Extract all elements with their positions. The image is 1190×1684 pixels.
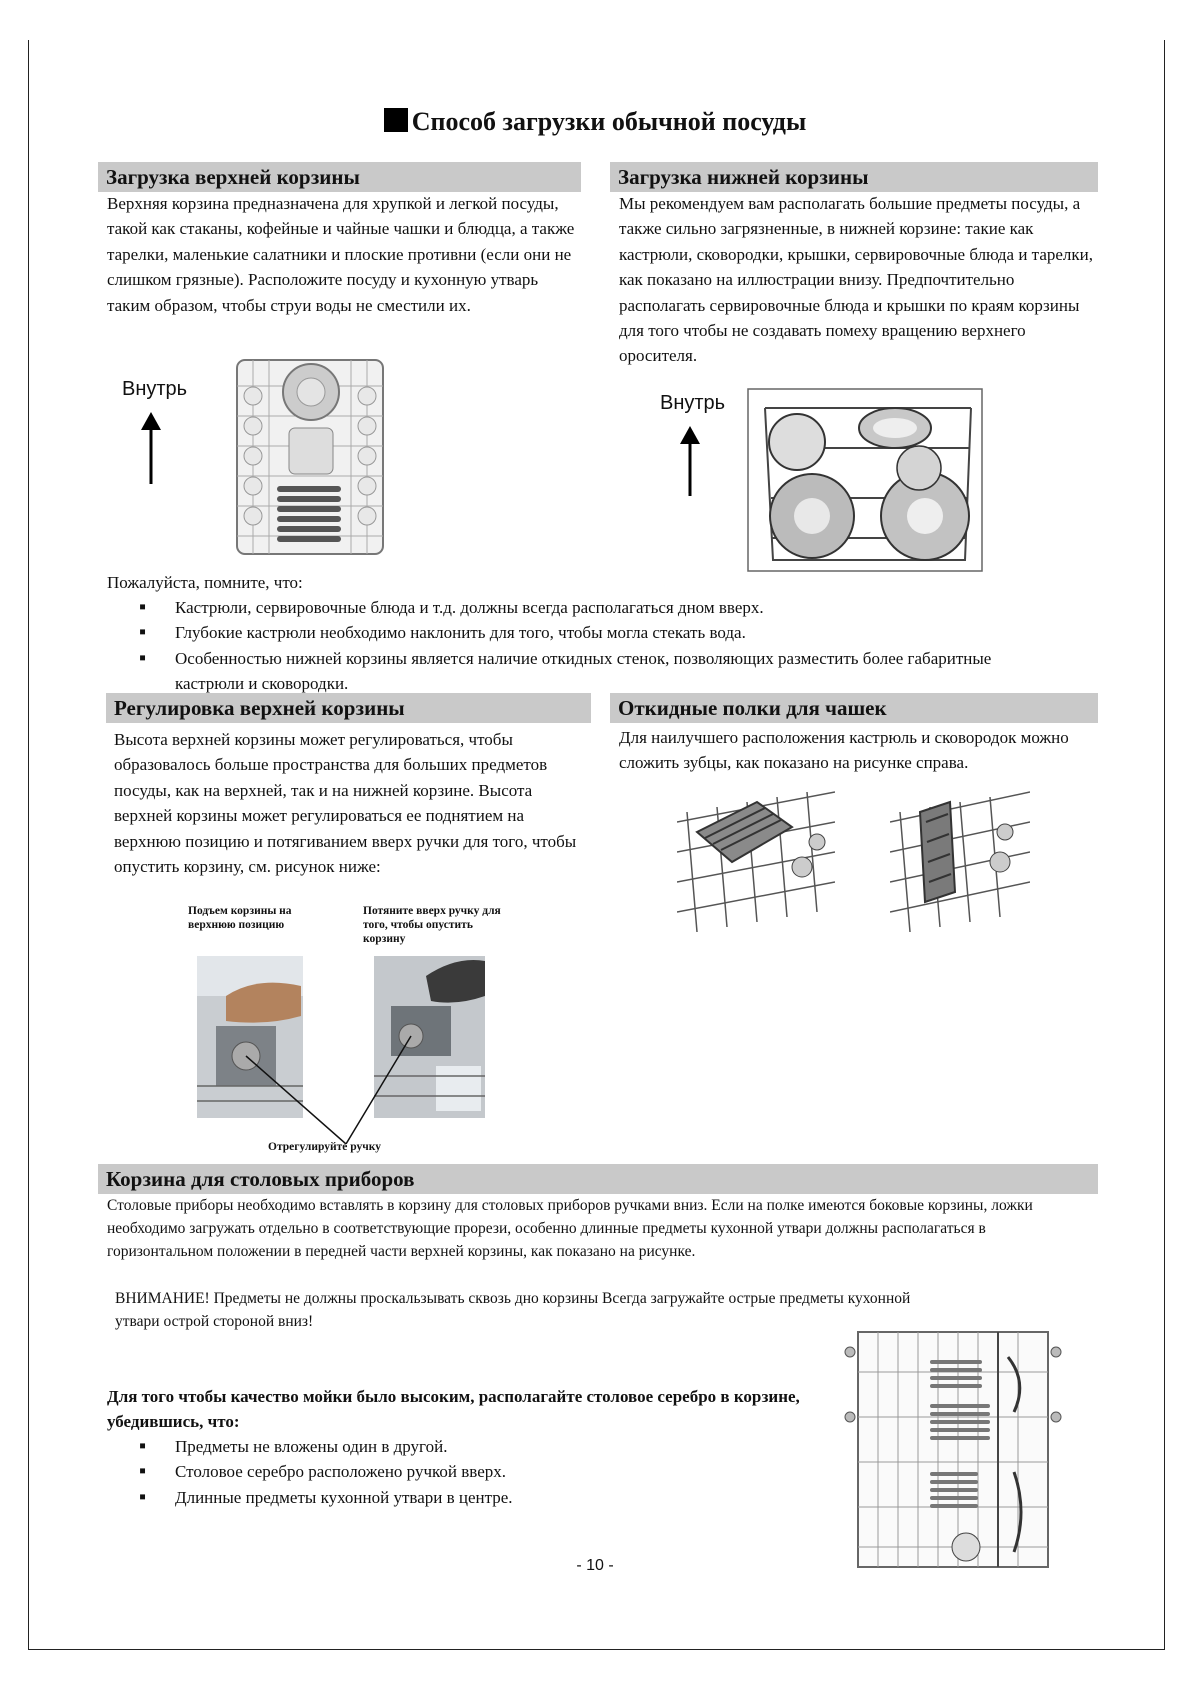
caption-adjust-handle: Отрегулируйте ручку [268,1141,381,1153]
page-number: - 10 - [576,1557,614,1574]
cutlery-basket-illustration [838,1322,1070,1572]
cutlery-bold-note: Для того чтобы качество мойки было высоким, располагайте столовое серебро в корзине, убедившись, что: [107,1387,800,1432]
remember-intro: Пожалуйста, помните, что: [107,573,303,592]
inward-arrow-icon [677,426,703,498]
page-border-right [1164,40,1165,1650]
cup-shelves-header: Откидные полки для чашек [610,693,1098,723]
list-item: ▪ Глубокие кастрюли необходимо наклонить для того, чтобы могла стекать вода. [107,620,1007,645]
cup-shelf-up-illustration [890,782,1030,937]
cutlery-warning-text: ВНИМАНИЕ! Предметы не должны проскальзывать сквозь дно корзины Всегда загружайте острые предметы кухонной утвари острой стороной вниз! [115,1290,911,1330]
adjust-basket-header: Регулировка верхней корзины [106,693,591,723]
upper-basket-illustration [233,356,387,558]
page-title: Способ загрузки обычной посуды [0,107,1190,137]
adjust-basket-text: Высота верхней корзины может регулироваться, чтобы образовалось больше пространства для больших предметов посуды, как на верхней, так и на нижней корзине. Высота верхней корзины может регулироваться ее поднятием на верхнюю позицию и потягиванием вверх ручки для того, чтобы опустить корзину, см. рисунок ниже: [114,730,577,877]
lower-basket-text: Мы рекомендуем вам располагать большие предметы посуды, а также сильно загрязненные, в нижней корзине: такие как кастрюли, сковородки, крышки, сервировочные блюда и тарелки, как показано на иллюстрации внизу. Предпочтительно располагать сервировочные блюда и крышки по краям корзины для того чтобы не создавать помеху вращению верхнего оросителя. [619,194,1093,366]
lower-basket-illustration [747,388,983,572]
list-item: ▪ Предметы не вложены один в другой. [107,1434,807,1459]
caption-raise-basket: Подъем корзины на верхнюю позицию [188,905,292,931]
list-item: ▪ Столовое серебро расположено ручкой вверх. [107,1459,807,1484]
upper-basket-header: Загрузка верхней корзины [98,162,581,192]
basket-adjust-photos [196,956,486,1144]
cutlery-basket-text: Столовые приборы необходимо вставлять в корзину для столовых приборов ручками вниз. Если на полке имеются боковые корзины, ложки необходимо загружать отдельно в соответствующие прорези, особенно длинные предметы кухонной утвари должны располагаться в горизонтальном положении в передней части верхней корзины, как показано на рисунке. [107,1197,1033,1260]
lower-basket-header: Загрузка нижней корзины [610,162,1098,192]
inward-label-right: Внутрь [660,392,726,414]
page-border-bottom [28,1649,1165,1650]
cup-shelves-text: Для наилучшего расположения кастрюль и сковородок можно сложить зубцы, как показано на рисунке справа. [619,728,1069,773]
square-bullet-icon [384,108,408,132]
cup-shelf-down-illustration [677,782,835,937]
upper-basket-text: Верхняя корзина предназначена для хрупкой и легкой посуды, такой как стаканы, кофейные и чайные чашки и блюдца, а также тарелки, маленькие салатники и плоские противни (если они не слишком грязные). Расположите посуду и кухонную утварь таким образом, чтобы струи воды не сместили их. [107,194,575,315]
cutlery-basket-header: Корзина для столовых приборов [98,1164,1098,1194]
cutlery-list [107,1434,807,1510]
inward-arrow-icon [138,412,164,486]
inward-label-left: Внутрь [122,378,188,400]
page-border-left [28,40,29,1650]
list-item: ▪ Длинные предметы кухонной утвари в центре. [107,1485,807,1510]
list-item: ▪ Кастрюли, сервировочные блюда и т.д. должны всегда располагаться дном вверх. [107,595,1007,620]
remember-list [107,595,1007,697]
list-item: ▪ Особенностью нижней корзины является наличие откидных стенок, позволяющих разместить более габаритные кастрюли и сковородки. [107,646,1007,697]
caption-pull-handle: Потяните вверх ручку для того, чтобы опустить корзину [363,905,501,945]
